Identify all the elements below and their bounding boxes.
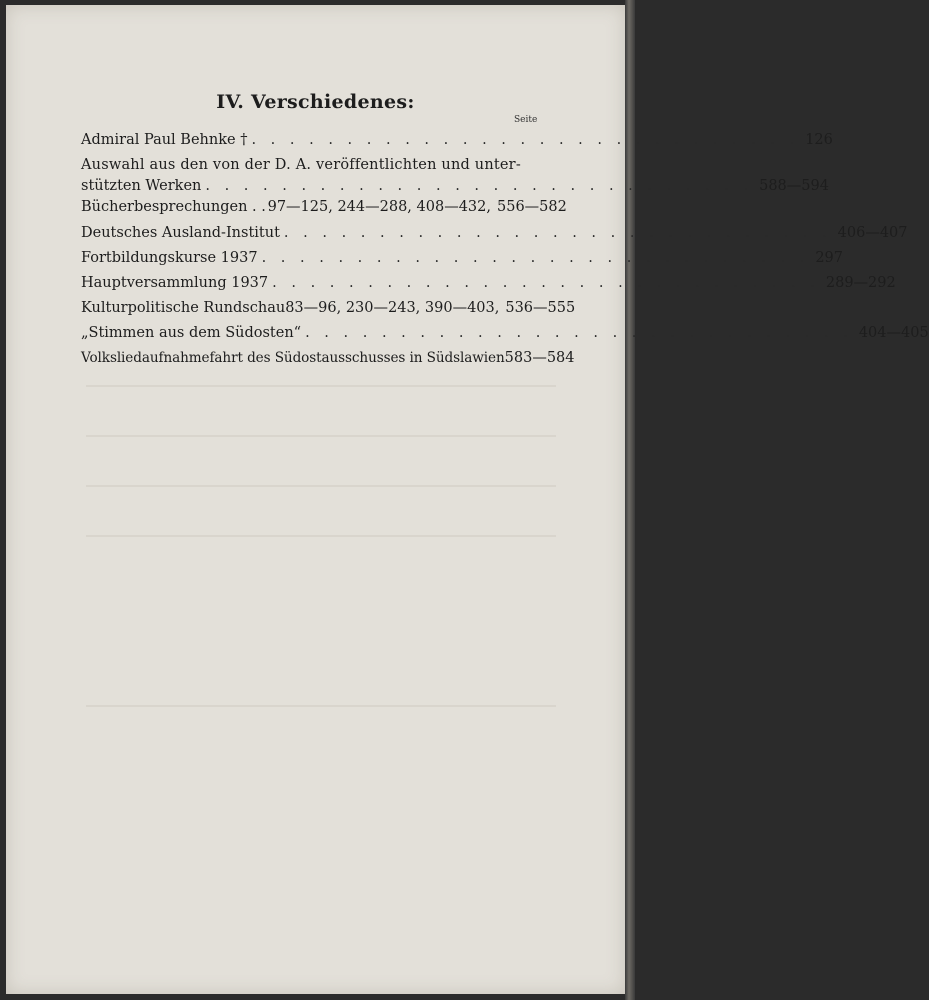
section-heading: IV. Verschiedenes: <box>216 91 415 113</box>
show-through <box>86 705 556 707</box>
entry-label-line1: Auswahl aus den von der D. A. veröffentlichten und unter- <box>81 157 521 173</box>
entry-pages: 126 <box>805 132 833 148</box>
entry-label: Deutsches Ausland-Institut <box>81 225 280 241</box>
entry-pages: 556—582 <box>497 199 567 215</box>
show-through <box>86 435 556 437</box>
entry-pages: 588—594 <box>759 178 829 194</box>
index-entry <box>81 348 575 369</box>
leader-dots: . . . . . . . . . . . . . . . . . . . . . . . . . . . . . <box>261 250 810 266</box>
document-page <box>6 5 929 994</box>
index-entry <box>81 130 833 151</box>
entry-pages: 583—584 <box>504 350 575 366</box>
index-entry <box>81 273 896 294</box>
leader-dots: . . . . . . . . . . . . . . . . . . . . . . . . . . . . . <box>205 178 754 194</box>
leader-dots: . . . . . . . . . . . . . . . . . . . . . . . . . . . . . <box>305 325 853 341</box>
entry-label: Kulturpolitische Rundschau <box>81 300 286 316</box>
entry-label: Fortbildungskurse 1937 <box>81 250 258 266</box>
index-entry <box>81 223 908 244</box>
index-entry <box>81 298 576 319</box>
index-entry <box>81 155 829 197</box>
entry-pages: 404—405 <box>858 325 929 341</box>
entry-label: Bücherbesprechungen . . <box>81 199 266 215</box>
leader-dots: . . . . . . . . . . . . . . . . . . . . . . . . . . . . . <box>283 225 832 241</box>
page-column-header: Seite <box>514 115 538 125</box>
index-entry <box>81 197 565 218</box>
entry-pages: 536—555 <box>505 300 576 316</box>
entry-label: Admiral Paul Behnke † <box>81 132 248 148</box>
entry-label: Hauptversammlung 1937 <box>81 275 269 291</box>
show-through <box>86 385 556 387</box>
show-through <box>86 535 556 537</box>
entry-page-refs: 83—96, 230—243, 390—403, <box>285 300 500 316</box>
entry-label: Volksliedaufnahmefahrt des Südostausschusses in Südslawien <box>81 350 505 366</box>
show-through <box>86 485 556 487</box>
entry-page-refs: 97—125, 244—288, 408—432, <box>267 199 491 215</box>
leader-dots: . . . . . . . . . . . . . . . . . . . . . . . . . . . . . <box>251 132 800 148</box>
entry-pages: 406—407 <box>837 225 908 241</box>
leader-dots: . . . . . . . . . . . . . . . . . . . . . . . . . . . . . <box>272 275 820 291</box>
entry-label: „Stimmen aus dem Südosten“ <box>81 325 302 341</box>
entry-label: stützten Werken <box>81 178 202 194</box>
index-entry <box>81 248 844 269</box>
index-entry <box>81 323 929 344</box>
entry-pages: 297 <box>815 250 844 266</box>
entry-pages: 289—292 <box>825 275 896 291</box>
